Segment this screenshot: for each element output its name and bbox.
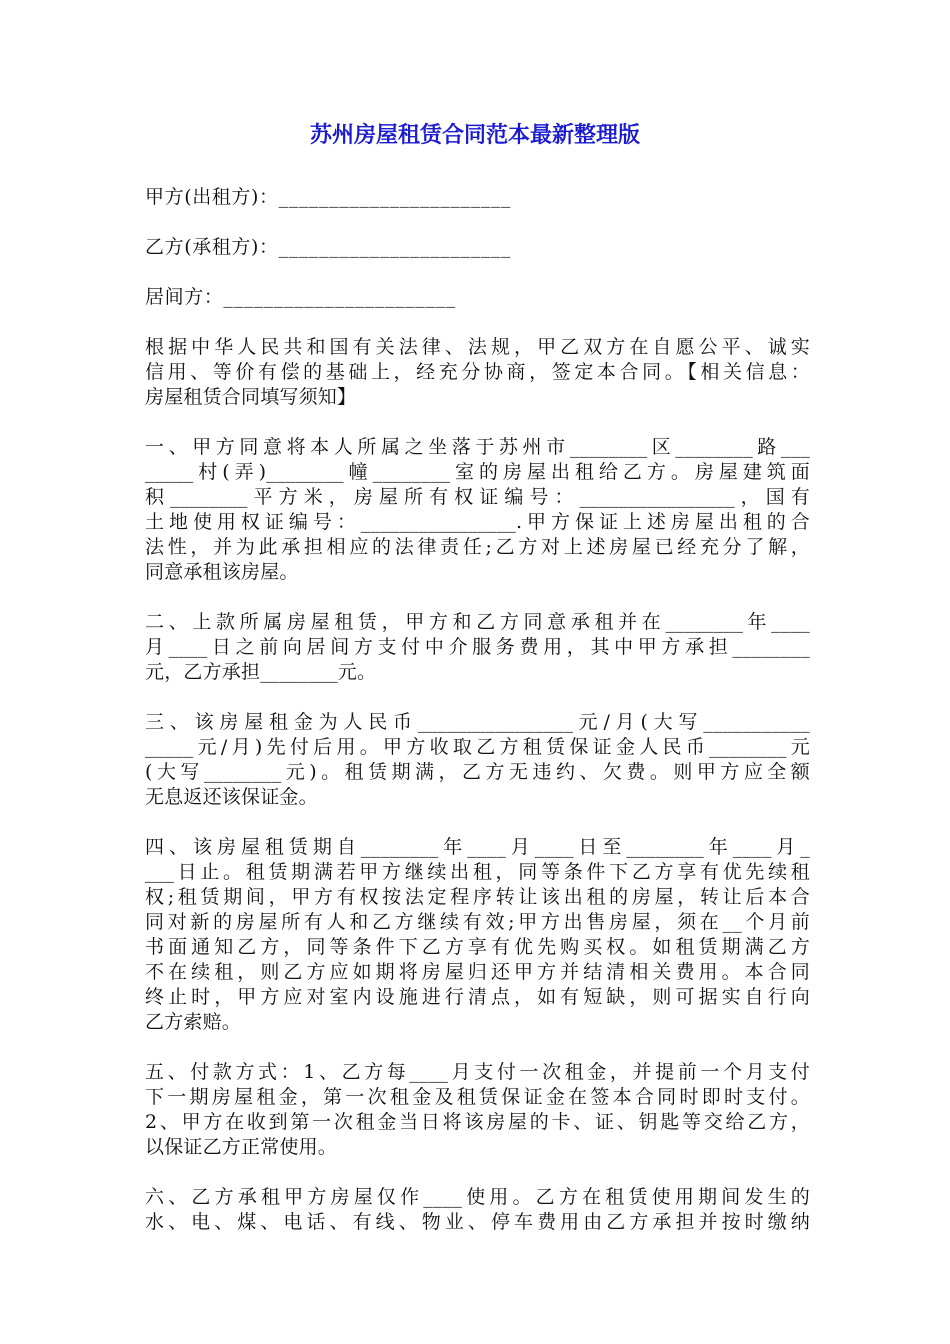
text-line: 信用、等价有偿的基础上，经充分协商，签定本合同。【相关信息： xyxy=(145,361,810,383)
party-lessor: 甲方(出租方)：_______________________ xyxy=(145,186,511,208)
text-line: 权;租赁期间，甲方有权按法定程序转让该出租的房屋，转让后本合 xyxy=(145,886,810,908)
text-line: 月____日之前向居间方支付中介服务费用，其中甲方承担________ xyxy=(145,636,810,658)
clause-6 xyxy=(145,1185,810,1235)
clause-1 xyxy=(145,435,810,585)
text-line: 书面通知乙方，同等条件下乙方享有优先购买权。如租赁期满乙方 xyxy=(145,936,810,958)
text-line: 二、上款所属房屋租赁，甲方和乙方同意承租并在________年____ xyxy=(145,611,810,633)
document-body xyxy=(145,185,810,1260)
text-line: 根据中华人民共和国有关法律、法规，甲乙双方在自愿公平、诚实 xyxy=(145,336,810,358)
clause-5 xyxy=(145,1060,810,1160)
text-line: _____村(弄)________幢________室的房屋出租给乙方。房屋建筑面 xyxy=(145,461,810,483)
text-line: ___日止。租赁期满若甲方继续出租，同等条件下乙方享有优先续租 xyxy=(145,861,810,883)
text-line: 2、甲方在收到第一次租金当日将该房屋的卡、证、钥匙等交给乙方， xyxy=(145,1111,810,1133)
text-line: 终止时，甲方应对室内设施进行清点，如有短缺，则可据实自行向 xyxy=(145,986,810,1008)
text-line: 三、该房屋租金为人民币________________元/月(大写___________ xyxy=(145,711,810,733)
text-line: 六、乙方承租甲方房屋仅作____使用。乙方在租赁使用期间发生的 xyxy=(145,1186,810,1208)
text-line: 五、付款方式：1、乙方每____月支付一次租金，并提前一个月支付 xyxy=(145,1061,810,1083)
text-line: 土地使用权证编号：________________.甲方保证上述房屋出租的合 xyxy=(145,511,810,533)
party-lessee: 乙方(承租方)：_______________________ xyxy=(145,236,511,258)
text-line: 积________平方米，房屋所有权证编号：________________，国有 xyxy=(145,486,810,508)
clause-3 xyxy=(145,710,810,810)
clause-4 xyxy=(145,835,810,1035)
party-intermediary: 居间方：_______________________ xyxy=(145,286,456,308)
text-line: 法性，并为此承担相应的法律责任;乙方对上述房屋已经充分了解， xyxy=(145,536,810,558)
text-line: 元，乙方承担________元。 xyxy=(145,661,377,683)
text-line: _____元/月)先付后用。甲方收取乙方租赁保证金人民币________元 xyxy=(145,736,810,758)
text-line: 水、电、煤、电话、有线、物业、停车费用由乙方承担并按时缴纳 xyxy=(145,1211,810,1233)
text-line: 无息返还该保证金。 xyxy=(145,786,318,808)
text-line: 同对新的房屋所有人和乙方继续有效;甲方出售房屋，须在__个月前 xyxy=(145,911,810,933)
text-line: 四、该房屋租赁期自________年____月____日至________年____月_ xyxy=(145,836,810,858)
clause-2 xyxy=(145,610,810,685)
text-line: 以保证乙方正常使用。 xyxy=(145,1136,338,1158)
text-line: 下一期房屋租金，第一次租金及租赁保证金在签本合同时即时支付。 xyxy=(145,1086,810,1108)
text-line: 同意承租该房屋。 xyxy=(145,561,299,583)
text-line: (大写________元)。租赁期满，乙方无违约、欠费。则甲方应全额 xyxy=(145,761,810,783)
text-line: 房屋租赁合同填写须知】 xyxy=(145,386,357,408)
text-line: 乙方索赔。 xyxy=(145,1011,242,1033)
text-line: 不在续租，则乙方应如期将房屋归还甲方并结清相关费用。本合同 xyxy=(145,961,810,983)
paragraph-preamble xyxy=(145,335,810,410)
document-title: 苏州房屋租赁合同范本最新整理版 xyxy=(309,123,640,148)
text-line: 一、甲方同意将本人所属之坐落于苏州市________区________路___ xyxy=(145,436,810,458)
